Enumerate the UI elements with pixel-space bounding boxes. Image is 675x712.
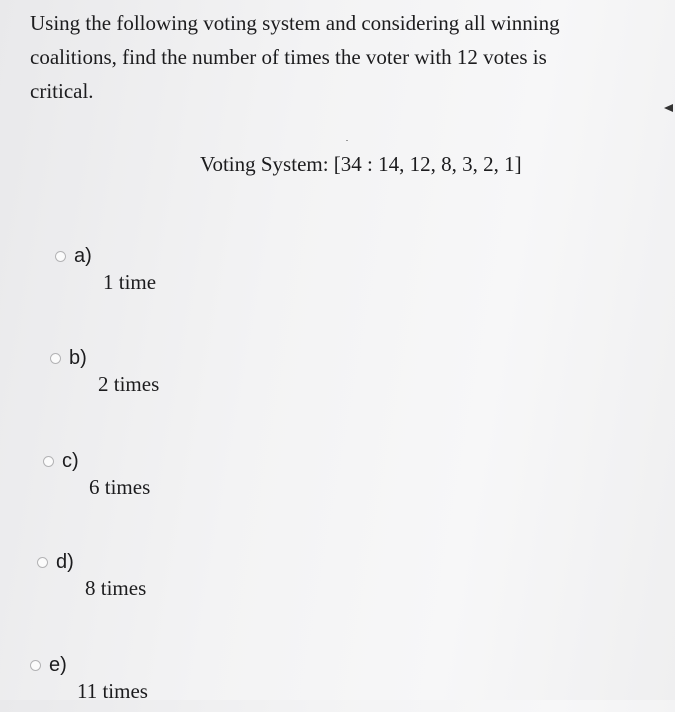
- option-e-text: 11 times: [77, 679, 148, 703]
- question-text: Using the following voting system and considering all winning coalitions, find the number of times the voter with 12 votes is critical.: [30, 11, 560, 103]
- decorative-dot: [346, 140, 348, 141]
- option-c-text: 6 times: [89, 475, 151, 499]
- option-d-text: 8 times: [85, 576, 147, 600]
- option-d-letter: d): [56, 551, 74, 573]
- option-a-text: 1 time: [103, 270, 157, 294]
- radio-button-d[interactable]: [37, 557, 48, 568]
- radio-button-e[interactable]: [30, 660, 41, 671]
- option-c-letter: c): [62, 450, 79, 472]
- radio-button-a[interactable]: [55, 251, 66, 262]
- cursor-arrow-icon: [664, 104, 673, 112]
- radio-button-c[interactable]: [43, 456, 54, 467]
- option-b-text: 2 times: [98, 372, 160, 396]
- option-b-letter: b): [69, 347, 87, 369]
- voting-system: Voting System: [34 : 14, 12, 8, 3, 2, 1]: [200, 152, 522, 176]
- option-e-letter: e): [49, 654, 67, 676]
- radio-button-b[interactable]: [50, 353, 61, 364]
- option-a-letter: a): [74, 245, 92, 267]
